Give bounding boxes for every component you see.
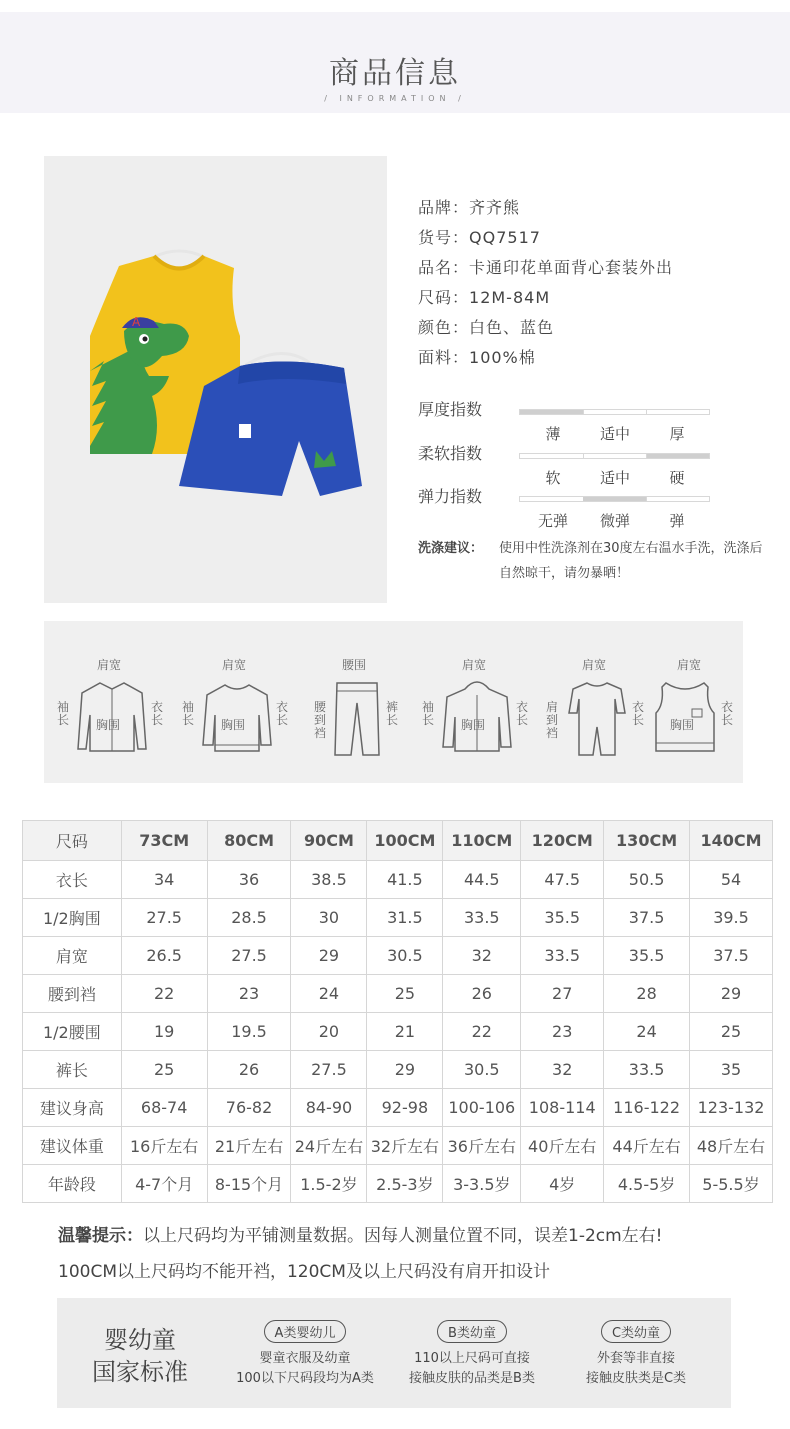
table-row [23, 1051, 773, 1089]
standard-title: 婴幼童 国家标准 [92, 1326, 188, 1386]
table-row [23, 1165, 773, 1203]
table-cell: 24 [604, 1013, 690, 1051]
table-cell: 24斤左右 [291, 1127, 367, 1165]
table-cell: 37.5 [604, 899, 690, 937]
shirt-icon [74, 679, 150, 755]
tip-line2: 100CM以上尺码均不能开裆，120CM及以上尺码没有肩开扣设计 [58, 1262, 550, 1282]
table-cell: 34 [121, 861, 207, 899]
table-cell: 5-5.5岁 [690, 1165, 773, 1203]
standard-class-a: A类婴幼儿 婴童衣服及幼童 100以下尺码段均为A类 [220, 1320, 390, 1389]
table-row-label: 腰到裆 [23, 975, 122, 1013]
table-cell: 26 [207, 1051, 291, 1089]
table-cell: 21 [367, 1013, 443, 1051]
table-cell: 22 [443, 1013, 521, 1051]
table-row [23, 1089, 773, 1127]
measurement-guide [44, 621, 743, 783]
class-b-badge: B类幼童 [437, 1320, 507, 1343]
table-cell: 22 [121, 975, 207, 1013]
table-cell: 27 [521, 975, 604, 1013]
table-cell: 21斤左右 [207, 1127, 291, 1165]
svg-text:A: A [132, 315, 141, 329]
table-cell: 16斤左右 [121, 1127, 207, 1165]
table-header-cell: 80CM [207, 821, 291, 861]
table-header-row [23, 821, 773, 861]
thickness-level [520, 410, 583, 414]
table-cell: 23 [207, 975, 291, 1013]
table-cell: 4岁 [521, 1165, 604, 1203]
table-row-label: 衣长 [23, 861, 122, 899]
table-cell: 84-90 [291, 1089, 367, 1127]
table-row [23, 1127, 773, 1165]
table-cell: 4.5-5岁 [604, 1165, 690, 1203]
table-cell: 29 [291, 937, 367, 975]
romper-icon [565, 679, 629, 759]
table-cell: 48斤左右 [690, 1127, 773, 1165]
table-row [23, 1013, 773, 1051]
info-fabric: 面料：100%棉 [418, 348, 536, 367]
tip-line1: 以上尺码均为平铺测量数据。因每人测量位置不同，误差1-2cm左右! [143, 1226, 663, 1246]
table-cell: 26 [443, 975, 521, 1013]
table-cell: 32 [443, 937, 521, 975]
softness-track [519, 453, 710, 459]
table-cell: 108-114 [521, 1089, 604, 1127]
section-header [0, 12, 790, 113]
table-cell: 35 [690, 1051, 773, 1089]
garment-shirt: 肩宽 袖长 衣长 胸围 [54, 657, 164, 767]
table-cell: 2.5-3岁 [367, 1165, 443, 1203]
table-cell: 4-7个月 [121, 1165, 207, 1203]
info-name: 品名：卡通印花单面背心套装外出 [418, 258, 674, 277]
table-cell: 19 [121, 1013, 207, 1051]
table-cell: 8-15个月 [207, 1165, 291, 1203]
table-cell: 44斤左右 [604, 1127, 690, 1165]
table-header-cell: 130CM [604, 821, 690, 861]
table-cell: 26.5 [121, 937, 207, 975]
thickness-track [519, 409, 710, 415]
product-info [418, 196, 673, 376]
table-row [23, 899, 773, 937]
table-header-cell: 73CM [121, 821, 207, 861]
table-cell: 20 [291, 1013, 367, 1051]
table-header-cell: 100CM [367, 821, 443, 861]
table-cell: 27.5 [291, 1051, 367, 1089]
table-header-cell: 140CM [690, 821, 773, 861]
table-cell: 31.5 [367, 899, 443, 937]
table-cell: 25 [690, 1013, 773, 1051]
info-size: 尺码：12M-84M [418, 288, 551, 307]
table-cell: 40斤左右 [521, 1127, 604, 1165]
table-row-label: 裤长 [23, 1051, 122, 1089]
info-color: 颜色：白色、蓝色 [418, 318, 555, 337]
table-cell: 41.5 [367, 861, 443, 899]
table-row-label: 建议身高 [23, 1089, 122, 1127]
table-cell: 27.5 [121, 899, 207, 937]
table-cell: 54 [690, 861, 773, 899]
table-row-label: 1/2胸围 [23, 899, 122, 937]
national-standard [57, 1298, 731, 1408]
garment-hoodie: 肩宽 袖长 衣长 胸围 [419, 657, 529, 767]
table-row [23, 937, 773, 975]
garment-vest: 肩宽 衣长 胸围 [634, 657, 744, 767]
elasticity-track [519, 496, 710, 502]
elasticity-level [583, 497, 646, 501]
table-row-label: 建议体重 [23, 1127, 122, 1165]
table-cell: 29 [367, 1051, 443, 1089]
class-a-badge: A类婴幼儿 [264, 1320, 347, 1343]
table-cell: 1.5-2岁 [291, 1165, 367, 1203]
table-cell: 32 [521, 1051, 604, 1089]
table-cell: 24 [291, 975, 367, 1013]
table-header-cell: 120CM [521, 821, 604, 861]
table-row-label: 肩宽 [23, 937, 122, 975]
sweater-icon [199, 679, 275, 755]
table-cell: 50.5 [604, 861, 690, 899]
section-subtitle: / INFORMATION / [324, 94, 466, 103]
table-cell: 23 [521, 1013, 604, 1051]
table-header-cell: 90CM [291, 821, 367, 861]
table-cell: 30 [291, 899, 367, 937]
table-row-label: 1/2腰围 [23, 1013, 122, 1051]
softness-level [646, 454, 709, 458]
table-cell: 38.5 [291, 861, 367, 899]
table-header-cell: 尺码 [23, 821, 122, 861]
table-cell: 36斤左右 [443, 1127, 521, 1165]
table-cell: 33.5 [443, 899, 521, 937]
section-title: 商品信息 [329, 56, 461, 91]
tip-label: 温馨提示： [58, 1226, 143, 1246]
table-cell: 30.5 [443, 1051, 521, 1089]
table-cell: 35.5 [604, 937, 690, 975]
table-cell: 39.5 [690, 899, 773, 937]
size-tip [58, 1218, 663, 1290]
table-cell: 123-132 [690, 1089, 773, 1127]
table-cell: 28.5 [207, 899, 291, 937]
table-cell: 44.5 [443, 861, 521, 899]
table-cell: 25 [121, 1051, 207, 1089]
hoodie-icon [439, 679, 515, 755]
table-header-cell: 110CM [443, 821, 521, 861]
table-cell: 25 [367, 975, 443, 1013]
info-sku: 货号：QQ7517 [418, 228, 541, 247]
table-cell: 30.5 [367, 937, 443, 975]
table-cell: 47.5 [521, 861, 604, 899]
product-photo [44, 156, 387, 603]
table-cell: 35.5 [521, 899, 604, 937]
class-c-badge: C类幼童 [601, 1320, 671, 1343]
garment-pants: 腰围 腰到裆 裤长 [299, 657, 409, 767]
table-cell: 28 [604, 975, 690, 1013]
table-row [23, 975, 773, 1013]
table-cell: 3-3.5岁 [443, 1165, 521, 1203]
table-cell: 76-82 [207, 1089, 291, 1127]
table-cell: 29 [690, 975, 773, 1013]
table-cell: 92-98 [367, 1089, 443, 1127]
garment-sweater: 肩宽 袖长 衣长 胸围 [179, 657, 289, 767]
table-cell: 36 [207, 861, 291, 899]
vest-icon [652, 679, 718, 755]
table-cell: 27.5 [207, 937, 291, 975]
pants-icon [331, 679, 383, 759]
standard-class-c: C类幼童 外套等非直接 接触皮肤类是C类 [551, 1320, 721, 1389]
table-cell: 33.5 [604, 1051, 690, 1089]
table-cell: 68-74 [121, 1089, 207, 1127]
table-cell: 32斤左右 [367, 1127, 443, 1165]
garment-romper: 肩宽 肩到裆 衣长 [539, 657, 649, 767]
table-cell: 100-106 [443, 1089, 521, 1127]
table-cell: 37.5 [690, 937, 773, 975]
size-table [22, 820, 773, 1203]
table-cell: 33.5 [521, 937, 604, 975]
standard-class-b: B类幼童 110以上尺码可直接 接触皮肤的品类是B类 [387, 1320, 557, 1389]
table-cell: 116-122 [604, 1089, 690, 1127]
table-cell: 19.5 [207, 1013, 291, 1051]
info-brand: 品牌：齐齐熊 [418, 198, 521, 217]
table-row [23, 861, 773, 899]
table-row-label: 年龄段 [23, 1165, 122, 1203]
